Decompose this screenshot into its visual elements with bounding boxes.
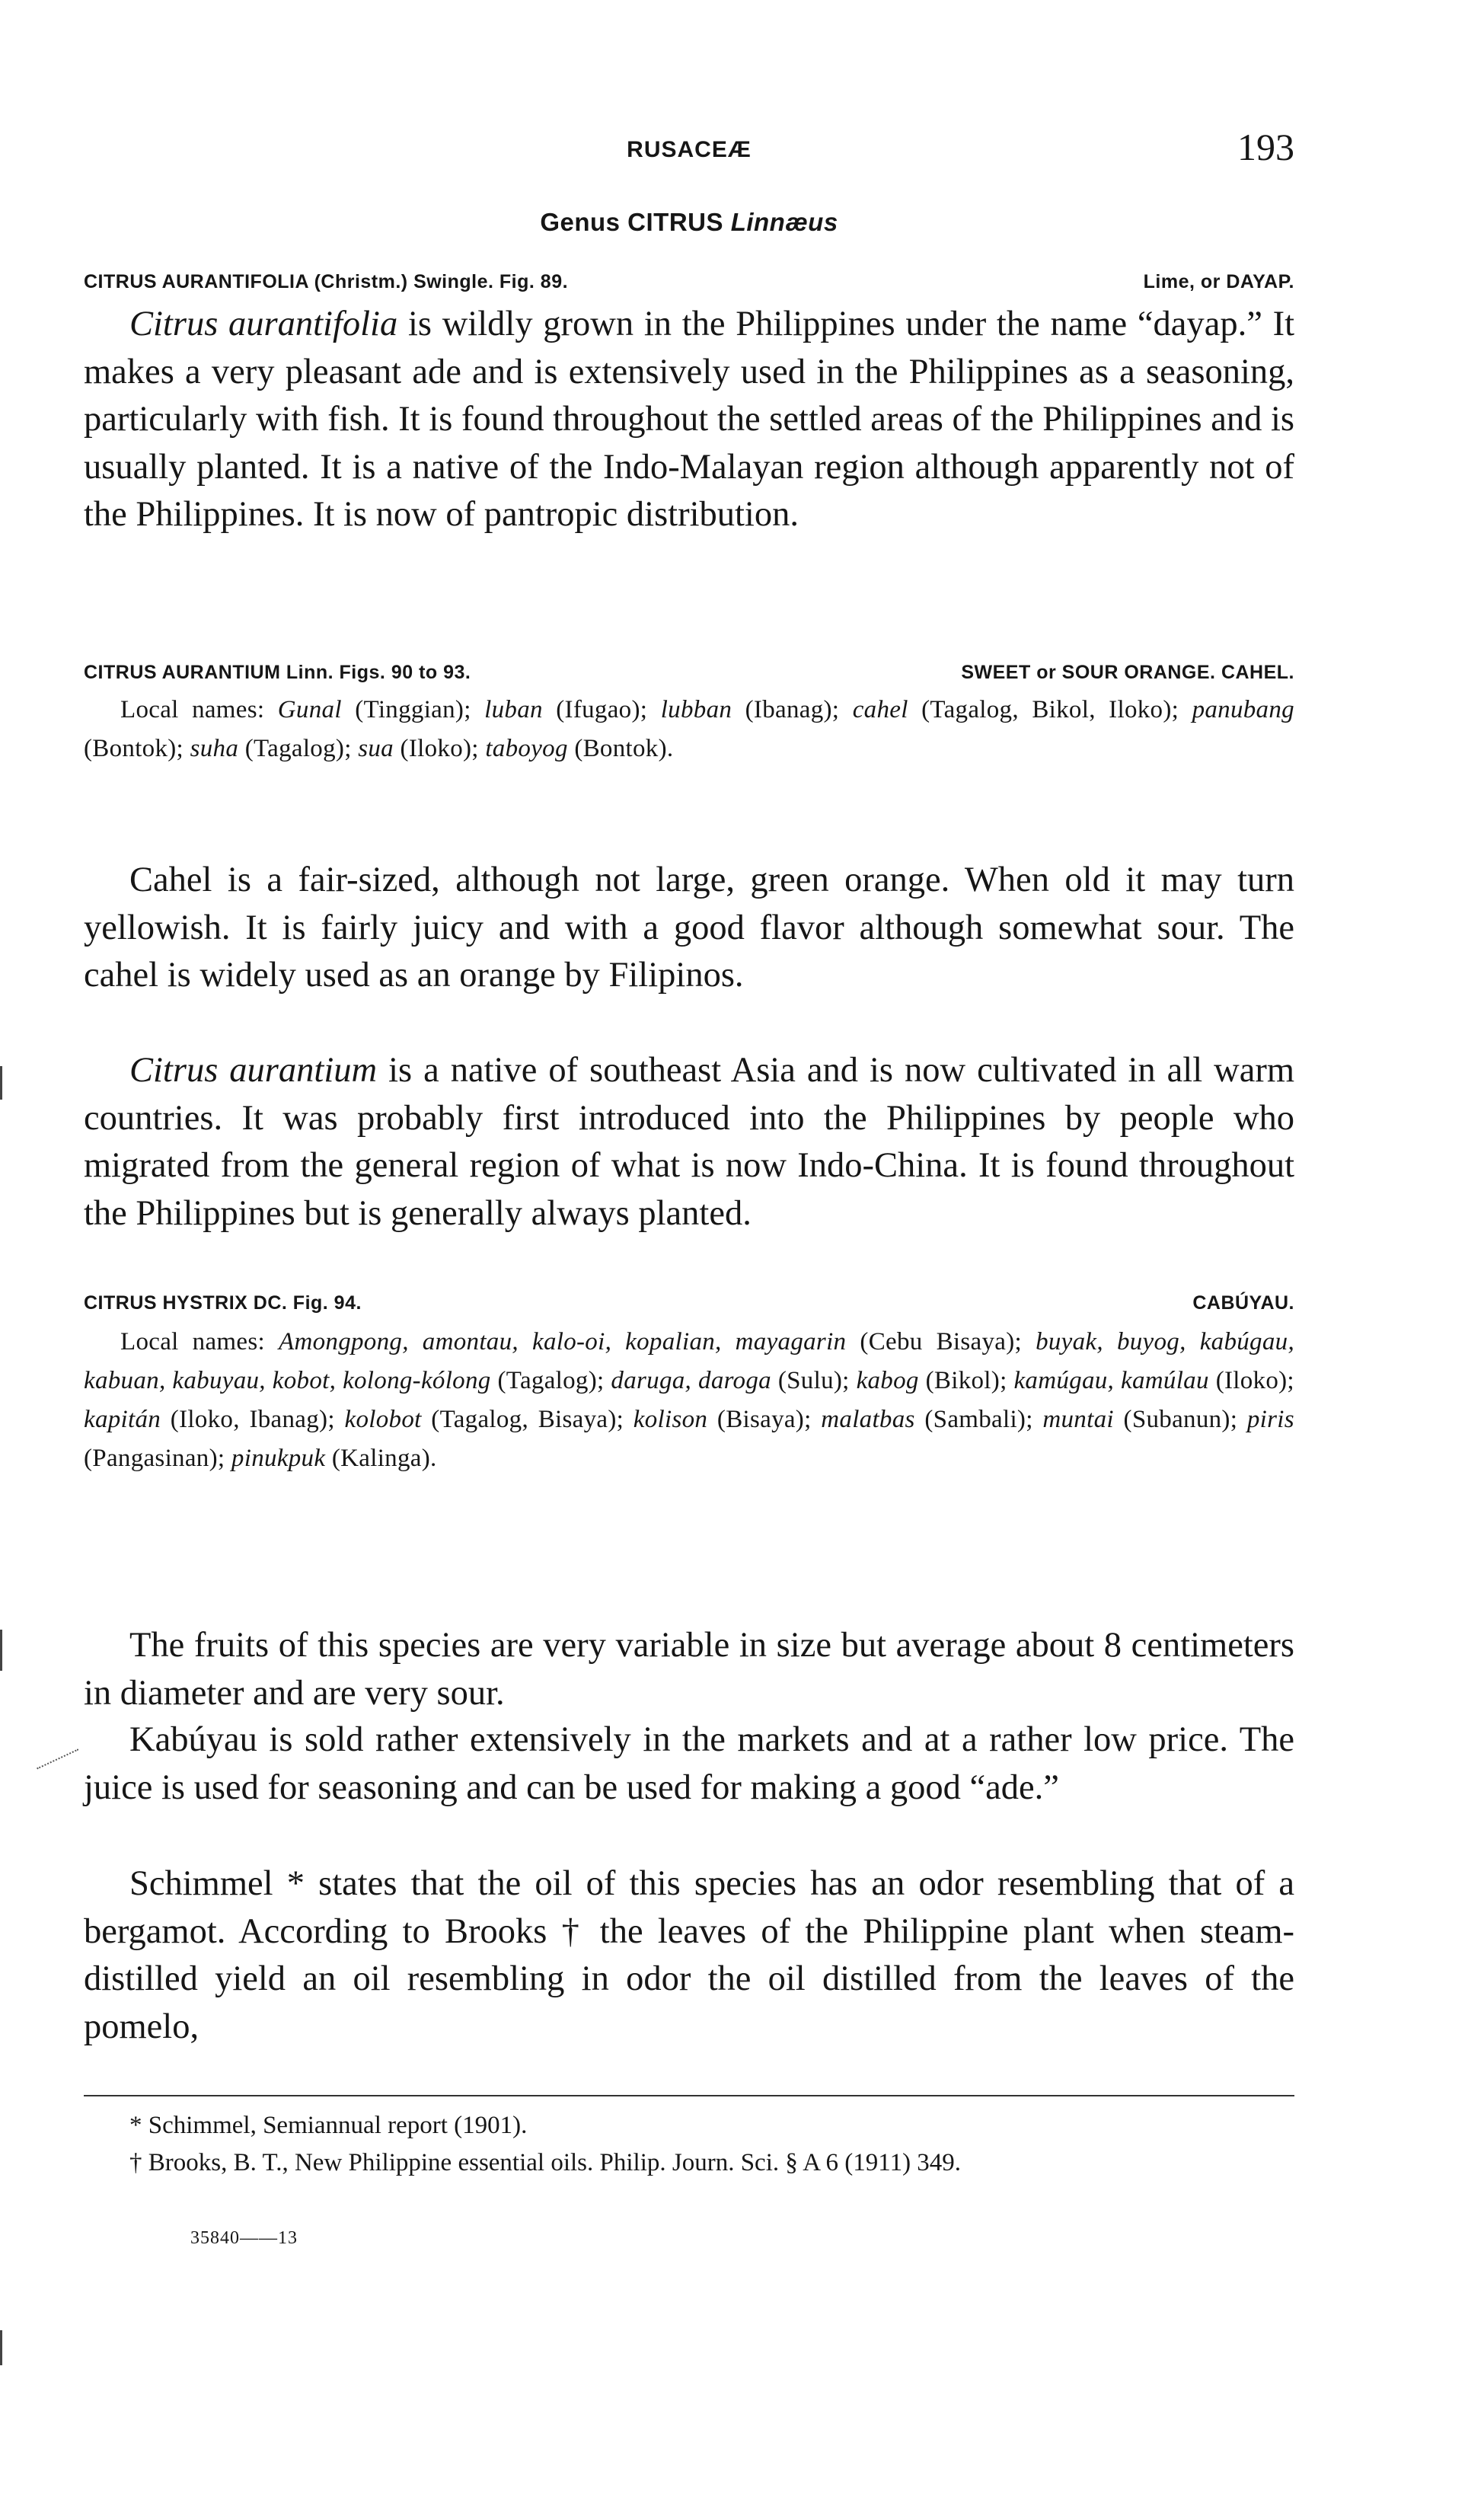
local-name: pinukpuk: [231, 1445, 326, 1472]
local-names-hystrix: [84, 1323, 1294, 1478]
local-name: suha: [190, 735, 239, 762]
local-name: kabog: [856, 1367, 919, 1394]
language: (Iloko, Ibanag);: [170, 1406, 335, 1433]
local-name: luban: [484, 696, 543, 723]
language: (Bisaya);: [716, 1406, 812, 1433]
common-name: CABÚYAU.: [1192, 1292, 1294, 1314]
stray-mark: [37, 1748, 85, 1783]
species-heading-hystrix: [84, 1292, 1294, 1323]
edge-mark: [0, 1630, 2, 1671]
language: (Ifugao);: [556, 696, 648, 723]
footnote-schimmel: * Schimmel, Semiannual report (1901).: [129, 2112, 528, 2139]
page-number: 193: [1237, 126, 1294, 168]
description-paragraph: The fruits of this species are very variable in size but average about 8 centimeters in diameter and are very sour.: [84, 1626, 1294, 1713]
local-name: Gunal: [277, 696, 342, 723]
language: (Iloko);: [1215, 1367, 1294, 1394]
species-name: CITRUS AURANTIFOLIA (Christm.) Swingle. Fig. 89.: [84, 271, 569, 292]
local-name: buyak, buyog, kabúgau, kabuan, kabuyau, kobot, kolong-kólong: [84, 1328, 1294, 1394]
local-name: lubban: [660, 696, 732, 723]
local-name: kolison: [633, 1406, 708, 1433]
genus-author: Linnæus: [730, 208, 838, 236]
local-name: daruga, daroga: [611, 1367, 771, 1394]
binomial: Citrus aurantium: [129, 1051, 378, 1090]
local-names-label: Local names:: [120, 1328, 265, 1355]
language: (Tagalog, Bisaya);: [431, 1406, 624, 1433]
language: (Sambali);: [924, 1406, 1033, 1433]
description-paragraph: Schimmel * states that the oil of this species has an odor resembling that of a bergamot. According to Brooks † the leaves of the Philippine plant when steam-distilled yield an oil resembling in odor the oil distilled from the leaves of the pomelo,: [84, 1864, 1294, 2046]
description-paragraph: Cahel is a fair-sized, although not large, green orange. When old it may turn yellowish. It is fairly juicy and with a good flavor although somewhat sour. The cahel is widely used as an orange by Filipinos.: [84, 861, 1294, 995]
species-heading-aurantifolia: [84, 271, 1294, 302]
description-paragraph: [84, 301, 1294, 539]
printer-mark: 35840——13: [190, 2228, 298, 2248]
local-names-label: Local names:: [120, 696, 265, 723]
local-name: kolobot: [344, 1406, 422, 1433]
local-name: taboyog: [485, 735, 568, 762]
language: (Pangasinan);: [84, 1445, 225, 1472]
description-paragraph: Kabúyau is sold rather extensively in the markets and at a rather low price. The juice is used for seasoning and can be used for making a good “ade.”: [84, 1720, 1294, 1807]
language: (Cebu Bisaya);: [860, 1328, 1022, 1355]
local-name: malatbas: [821, 1406, 915, 1433]
language: (Tagalog);: [497, 1367, 605, 1394]
language: (Subanun);: [1123, 1406, 1238, 1433]
running-head: [84, 126, 1294, 175]
common-name: Lime, or DAYAP.: [1143, 271, 1294, 292]
local-name: muntai: [1042, 1406, 1114, 1433]
local-name: piris: [1246, 1406, 1294, 1433]
local-names-aurantium: [84, 691, 1294, 768]
language: (Bikol);: [925, 1367, 1007, 1394]
species-name: CITRUS HYSTRIX DC. Fig. 94.: [84, 1292, 362, 1314]
edge-mark: [0, 2330, 2, 2365]
local-name: panubang: [1192, 696, 1294, 723]
local-name: sua: [358, 735, 394, 762]
local-name: kapitán: [84, 1406, 161, 1433]
section-title: RUSACEÆ: [627, 137, 752, 162]
local-name: cahel: [852, 696, 908, 723]
species-name: CITRUS AURANTIUM Linn. Figs. 90 to 93.: [84, 662, 471, 683]
language: (Tagalog, Bikol, Iloko);: [921, 696, 1179, 723]
paragraph-text: is a native of southeast Asia and is now cultivated in all warm countries. It was probably first introduced into the Philippines by people who migrated from the general region of what is now Indo-China. It is found throughout the Philippines but is generally always planted.: [84, 1051, 1294, 1233]
local-name: kamúgau, kamúlau: [1013, 1367, 1209, 1394]
binomial: Citrus aurantifolia: [129, 305, 398, 343]
language: (Tinggian);: [355, 696, 471, 723]
footnote-brooks: † Brooks, B. T., New Philippine essential oils. Philip. Journ. Sci. § A 6 (1911) 349.: [129, 2149, 962, 2176]
language: (Sulu);: [777, 1367, 850, 1394]
language: (Bontok).: [574, 735, 674, 762]
footnote-rule: [84, 2095, 1294, 2096]
language: (Kalinga).: [331, 1445, 437, 1472]
genus-name: Genus CITRUS: [540, 208, 724, 236]
paragraph-text: is wildly grown in the Philippines under the name “dayap.” It makes a very pleasant ade and is extensively used in the Philippines as a seasoning, particularly with fish. It is found throughout the settled areas of the Philippines and is usually planted. It is a native of the Indo-Malayan region although apparently not of the Philippines. It is now of pantropic distribution.: [84, 305, 1294, 534]
language: (Ibanag);: [745, 696, 840, 723]
language: (Tagalog);: [244, 735, 352, 762]
common-name: SWEET or SOUR ORANGE. CAHEL.: [961, 662, 1294, 683]
edge-mark: [0, 1066, 2, 1100]
species-heading-aurantium: [84, 662, 1294, 692]
book-page: [84, 0, 1294, 2513]
local-name: Amongpong, amontau, kalo-oi, kopalian, mayagarin: [279, 1328, 847, 1355]
language: (Iloko);: [400, 735, 479, 762]
description-paragraph: [84, 1047, 1294, 1237]
genus-heading: [84, 208, 1294, 237]
language: (Bontok);: [84, 735, 184, 762]
